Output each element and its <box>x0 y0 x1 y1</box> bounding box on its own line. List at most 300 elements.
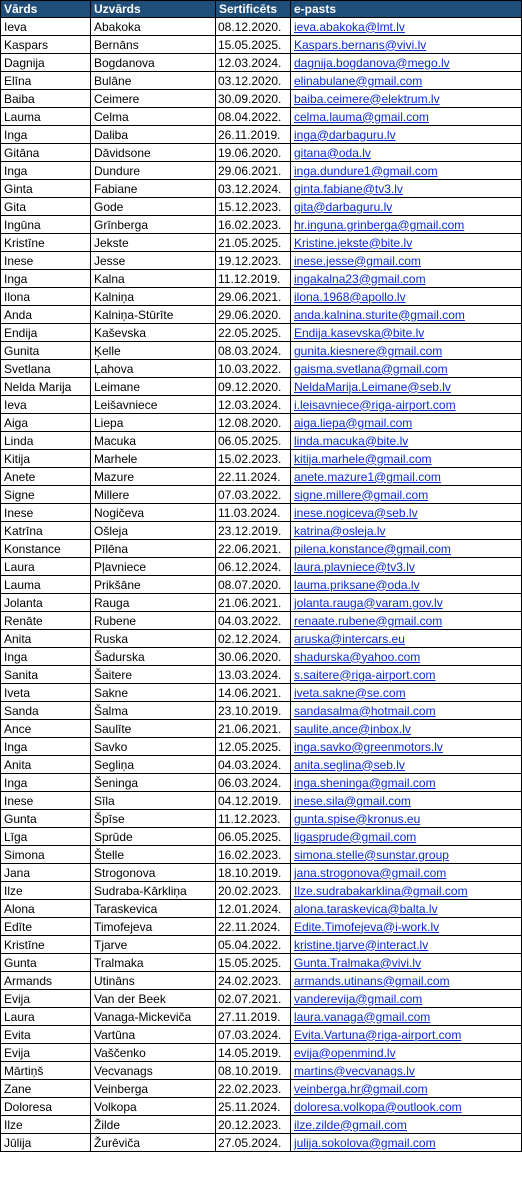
cell-certified-date: 15.05.2025. <box>216 36 291 54</box>
cell-surname: Vaščenko <box>91 1044 216 1062</box>
cell-first-name: Kaspars <box>1 36 91 54</box>
cell-surname: Rubene <box>91 612 216 630</box>
cell-surname: Veinberga <box>91 1080 216 1098</box>
cell-email <box>291 540 522 558</box>
cell-first-name: Sanda <box>1 702 91 720</box>
email-link[interactable]: Endija.kasevska@bite.lv <box>294 325 425 340</box>
email-link[interactable]: anita.seglina@seb.lv <box>294 757 405 772</box>
cell-email <box>291 990 522 1008</box>
cell-certified-date: 30.06.2020. <box>216 648 291 666</box>
table-row <box>1 810 522 828</box>
cell-certified-date: 11.03.2024. <box>216 504 291 522</box>
cell-email <box>291 414 522 432</box>
cell-first-name: Konstance <box>1 540 91 558</box>
cell-certified-date: 06.12.2024. <box>216 558 291 576</box>
cell-surname: Šaitere <box>91 666 216 684</box>
email-link[interactable]: Kaspars.bernans@vivi.lv <box>294 37 427 52</box>
cell-surname: Mazure <box>91 468 216 486</box>
cell-email <box>291 1116 522 1134</box>
cell-email <box>291 1008 522 1026</box>
email-link[interactable]: simona.stelle@sunstar.group <box>294 847 449 862</box>
email-link[interactable]: dagnija.bogdanova@mego.lv <box>294 55 450 70</box>
cell-surname: Dāvidsone <box>91 144 216 162</box>
cell-email <box>291 1062 522 1080</box>
email-link[interactable]: lauma.priksane@oda.lv <box>294 577 420 592</box>
cell-surname: Kalna <box>91 270 216 288</box>
cell-first-name: Doloresa <box>1 1098 91 1116</box>
header-certificate: Sertificēts <box>216 1 291 18</box>
email-link[interactable]: s.saitere@riga-airport.com <box>294 667 436 682</box>
cell-certified-date: 29.06.2021. <box>216 162 291 180</box>
table-row <box>1 18 522 36</box>
cell-certified-date: 12.03.2024. <box>216 396 291 414</box>
cell-first-name: Ingūna <box>1 216 91 234</box>
cell-email <box>291 108 522 126</box>
email-link[interactable]: Gunta.Tralmaka@vivi.lv <box>294 955 422 970</box>
cell-certified-date: 22.05.2025. <box>216 324 291 342</box>
email-link[interactable]: doloresa.volkopa@outlook.com <box>294 1099 462 1114</box>
cell-surname: Žurēviča <box>91 1134 216 1152</box>
cell-certified-date: 02.07.2021. <box>216 990 291 1008</box>
email-link[interactable]: inga.dundure1@gmail.com <box>294 163 438 178</box>
cell-certified-date: 16.02.2023. <box>216 846 291 864</box>
table-row <box>1 846 522 864</box>
cell-certified-date: 12.08.2020. <box>216 414 291 432</box>
cell-surname: Grīnberga <box>91 216 216 234</box>
cell-certified-date: 10.03.2022. <box>216 360 291 378</box>
cell-first-name: Signe <box>1 486 91 504</box>
cell-email <box>291 1044 522 1062</box>
table-row <box>1 378 522 396</box>
table-row <box>1 414 522 432</box>
table-row <box>1 126 522 144</box>
email-link[interactable]: inga@darbaguru.lv <box>294 127 396 142</box>
cell-certified-date: 20.02.2023. <box>216 882 291 900</box>
cell-surname: Sudraba-Kārkliņa <box>91 882 216 900</box>
cell-email <box>291 666 522 684</box>
table-row <box>1 1008 522 1026</box>
cell-surname: Ceimere <box>91 90 216 108</box>
cell-certified-date: 22.11.2024. <box>216 918 291 936</box>
email-link[interactable]: inese.nogiceva@seb.lv <box>294 505 418 520</box>
cell-email <box>291 144 522 162</box>
table-row <box>1 180 522 198</box>
cell-first-name: Anda <box>1 306 91 324</box>
table-row <box>1 522 522 540</box>
cell-email <box>291 864 522 882</box>
cell-email <box>291 234 522 252</box>
cell-certified-date: 18.10.2019. <box>216 864 291 882</box>
cell-first-name: Ilona <box>1 288 91 306</box>
table-row <box>1 540 522 558</box>
cell-first-name: Kitija <box>1 450 91 468</box>
email-link[interactable]: anda.kalnina.sturite@gmail.com <box>294 307 465 322</box>
cell-first-name: Laura <box>1 1008 91 1026</box>
table-row <box>1 270 522 288</box>
table-row <box>1 864 522 882</box>
email-link[interactable]: ilze.zilde@gmail.com <box>294 1117 407 1132</box>
cell-certified-date: 13.03.2024. <box>216 666 291 684</box>
cell-certified-date: 23.12.2019. <box>216 522 291 540</box>
cell-surname: Dundure <box>91 162 216 180</box>
cell-certified-date: 04.03.2022. <box>216 612 291 630</box>
cell-surname: Daliba <box>91 126 216 144</box>
table-row <box>1 504 522 522</box>
cell-email <box>291 594 522 612</box>
table-row <box>1 234 522 252</box>
cell-email <box>291 1134 522 1152</box>
cell-first-name: Jana <box>1 864 91 882</box>
table-row <box>1 666 522 684</box>
cell-surname: Segliņa <box>91 756 216 774</box>
table-row <box>1 972 522 990</box>
cell-email <box>291 684 522 702</box>
cell-certified-date: 08.03.2024. <box>216 342 291 360</box>
cell-first-name: Inga <box>1 738 91 756</box>
table-row <box>1 450 522 468</box>
cell-surname: Strogonova <box>91 864 216 882</box>
email-link[interactable]: i.leisavniece@riga-airport.com <box>294 397 456 412</box>
cell-surname: Vartūna <box>91 1026 216 1044</box>
email-link[interactable]: kitija.marhele@gmail.com <box>294 451 432 466</box>
cell-surname: Leišavniece <box>91 396 216 414</box>
cell-email <box>291 18 522 36</box>
cell-first-name: Gita <box>1 198 91 216</box>
email-link[interactable]: gitana@oda.lv <box>294 145 371 160</box>
email-link[interactable]: aiga.liepa@gmail.com <box>294 415 413 430</box>
cell-surname: Tjarve <box>91 936 216 954</box>
cell-surname: Ošleja <box>91 522 216 540</box>
cell-first-name: Ance <box>1 720 91 738</box>
cell-certified-date: 05.04.2022. <box>216 936 291 954</box>
cell-certified-date: 23.10.2019. <box>216 702 291 720</box>
cell-first-name: Endija <box>1 324 91 342</box>
cell-first-name: Nelda Marija <box>1 378 91 396</box>
cell-certified-date: 08.04.2022. <box>216 108 291 126</box>
table-row <box>1 1026 522 1044</box>
cell-first-name: Evija <box>1 990 91 1008</box>
table-row <box>1 90 522 108</box>
table-row <box>1 324 522 342</box>
email-link[interactable]: julija.sokolova@gmail.com <box>294 1135 436 1150</box>
cell-certified-date: 25.11.2024. <box>216 1098 291 1116</box>
cell-surname: Van der Beek <box>91 990 216 1008</box>
table-row <box>1 306 522 324</box>
cell-first-name: Katrīna <box>1 522 91 540</box>
email-link[interactable]: anete.mazure1@gmail.com <box>294 469 441 484</box>
cell-first-name: Anita <box>1 630 91 648</box>
email-link[interactable]: elinabulane@gmail.com <box>294 73 423 88</box>
cell-certified-date: 12.05.2025. <box>216 738 291 756</box>
cell-email <box>291 252 522 270</box>
header-surname: Uzvārds <box>91 1 216 18</box>
cell-email <box>291 558 522 576</box>
cell-certified-date: 15.02.2023. <box>216 450 291 468</box>
email-link[interactable]: ilona.1968@apollo.lv <box>294 289 406 304</box>
email-link[interactable]: katrina@osleja.lv <box>294 523 386 538</box>
email-link[interactable]: iveta.sakne@se.com <box>294 685 406 700</box>
cell-email <box>291 162 522 180</box>
cell-certified-date: 21.06.2021. <box>216 594 291 612</box>
cell-email <box>291 1026 522 1044</box>
cell-first-name: Inese <box>1 792 91 810</box>
cell-email <box>291 468 522 486</box>
cell-surname: Šeninga <box>91 774 216 792</box>
cell-surname: Tralmaka <box>91 954 216 972</box>
cell-surname: Liepa <box>91 414 216 432</box>
cell-email <box>291 504 522 522</box>
cell-certified-date: 06.03.2024. <box>216 774 291 792</box>
cell-email <box>291 378 522 396</box>
cell-certified-date: 06.05.2025. <box>216 432 291 450</box>
cell-email <box>291 756 522 774</box>
email-link[interactable]: Ilze.sudrabakarklina@gmail.com <box>294 883 468 898</box>
table-row <box>1 162 522 180</box>
table-row <box>1 684 522 702</box>
cell-email <box>291 918 522 936</box>
cell-certified-date: 11.12.2019. <box>216 270 291 288</box>
cell-certified-date: 20.12.2023. <box>216 1116 291 1134</box>
cell-email <box>291 288 522 306</box>
cell-email <box>291 432 522 450</box>
table-row <box>1 432 522 450</box>
table-row <box>1 612 522 630</box>
cell-first-name: Dagnija <box>1 54 91 72</box>
cell-certified-date: 03.12.2024. <box>216 180 291 198</box>
email-link[interactable]: renaate.rubene@gmail.com <box>294 613 443 628</box>
cell-email <box>291 612 522 630</box>
cell-email <box>291 630 522 648</box>
table-row <box>1 720 522 738</box>
cell-certified-date: 21.06.2021. <box>216 720 291 738</box>
email-link[interactable]: veinberga.hr@gmail.com <box>294 1081 428 1096</box>
cell-certified-date: 22.02.2023. <box>216 1080 291 1098</box>
cell-email <box>291 774 522 792</box>
table-row <box>1 252 522 270</box>
email-link[interactable]: gunita.kiesnere@gmail.com <box>294 343 443 358</box>
cell-first-name: Ginta <box>1 180 91 198</box>
cell-first-name: Kristīne <box>1 936 91 954</box>
cell-surname: Sakne <box>91 684 216 702</box>
email-link[interactable]: ieva.abakoka@lmt.lv <box>294 19 405 34</box>
table-row <box>1 1098 522 1116</box>
email-link[interactable]: gunta.spise@kronus.eu <box>294 811 421 826</box>
email-link[interactable]: sandasalma@hotmail.com <box>294 703 436 718</box>
email-link[interactable]: gita@darbaguru.lv <box>294 199 393 214</box>
email-link[interactable]: Kristine.jekste@bite.lv <box>294 235 413 250</box>
cell-certified-date: 22.06.2021. <box>216 540 291 558</box>
header-name: Vārds <box>1 1 91 18</box>
table-row <box>1 1062 522 1080</box>
cell-first-name: Laura <box>1 558 91 576</box>
email-link[interactable]: laura.plavniece@tv3.lv <box>294 559 415 574</box>
cell-first-name: Evija <box>1 1044 91 1062</box>
table-row <box>1 576 522 594</box>
cell-surname: Timofejeva <box>91 918 216 936</box>
cell-certified-date: 04.12.2019. <box>216 792 291 810</box>
cell-first-name: Alona <box>1 900 91 918</box>
table-row <box>1 216 522 234</box>
table-row <box>1 288 522 306</box>
cell-first-name: Linda <box>1 432 91 450</box>
cell-first-name: Anita <box>1 756 91 774</box>
table-row <box>1 396 522 414</box>
email-link[interactable]: Evita.Vartuna@riga-airport.com <box>294 1027 462 1042</box>
table-row <box>1 198 522 216</box>
cell-first-name: Anete <box>1 468 91 486</box>
cell-first-name: Sanita <box>1 666 91 684</box>
email-link[interactable]: armands.utinans@gmail.com <box>294 973 450 988</box>
cell-certified-date: 07.03.2024. <box>216 1026 291 1044</box>
cell-email <box>291 396 522 414</box>
header-row <box>1 1 522 18</box>
table-row <box>1 792 522 810</box>
cell-certified-date: 07.03.2022. <box>216 486 291 504</box>
email-link[interactable]: signe.millere@gmail.com <box>294 487 429 502</box>
cell-surname: Utināns <box>91 972 216 990</box>
email-link[interactable]: NeldaMarija.Leimane@seb.lv <box>294 379 451 394</box>
email-link[interactable]: inese.sila@gmail.com <box>294 793 411 808</box>
cell-surname: Sīla <box>91 792 216 810</box>
table-row <box>1 954 522 972</box>
email-link[interactable]: ingakalna23@gmail.com <box>294 271 426 286</box>
cell-certified-date: 14.06.2021. <box>216 684 291 702</box>
email-link[interactable]: inese.jesse@gmail.com <box>294 253 421 268</box>
cell-email <box>291 126 522 144</box>
email-link[interactable]: Edite.Timofejeva@i-work.lv <box>294 919 440 934</box>
cell-first-name: Armands <box>1 972 91 990</box>
email-link[interactable]: jana.strogonova@gmail.com <box>294 865 447 880</box>
cell-surname: Celma <box>91 108 216 126</box>
cell-surname: Jesse <box>91 252 216 270</box>
cell-first-name: Evita <box>1 1026 91 1044</box>
cell-first-name: Inga <box>1 126 91 144</box>
cell-certified-date: 11.12.2023. <box>216 810 291 828</box>
email-link[interactable]: ligasprude@gmail.com <box>294 829 417 844</box>
cell-surname: Bernāns <box>91 36 216 54</box>
email-link[interactable]: linda.macuka@bite.lv <box>294 433 409 448</box>
table-row <box>1 936 522 954</box>
table-row <box>1 108 522 126</box>
cell-email <box>291 36 522 54</box>
cell-surname: Saulīte <box>91 720 216 738</box>
table-row <box>1 342 522 360</box>
cell-surname: Sprūde <box>91 828 216 846</box>
table-row <box>1 1116 522 1134</box>
cell-email <box>291 702 522 720</box>
email-link[interactable]: inga.sheninga@gmail.com <box>294 775 436 790</box>
table-row <box>1 900 522 918</box>
email-link[interactable]: inga.savko@greenmotors.lv <box>294 739 443 754</box>
cell-first-name: Ilze <box>1 1116 91 1134</box>
cell-first-name: Baiba <box>1 90 91 108</box>
table-row <box>1 144 522 162</box>
cell-surname: Špīse <box>91 810 216 828</box>
cell-email <box>291 936 522 954</box>
cell-email <box>291 720 522 738</box>
cell-email <box>291 846 522 864</box>
cell-email <box>291 72 522 90</box>
cell-certified-date: 12.03.2024. <box>216 54 291 72</box>
cell-surname: Bogdanova <box>91 54 216 72</box>
cell-certified-date: 06.05.2025. <box>216 828 291 846</box>
cell-surname: Kaševska <box>91 324 216 342</box>
cell-certified-date: 08.10.2019. <box>216 1062 291 1080</box>
cell-surname: Taraskevica <box>91 900 216 918</box>
cell-first-name: Elīna <box>1 72 91 90</box>
cell-surname: Marhele <box>91 450 216 468</box>
cell-certified-date: 21.05.2025. <box>216 234 291 252</box>
cell-email <box>291 954 522 972</box>
cell-email <box>291 738 522 756</box>
cell-email <box>291 360 522 378</box>
cell-certified-date: 15.12.2023. <box>216 198 291 216</box>
table-row <box>1 72 522 90</box>
cell-first-name: Gunita <box>1 342 91 360</box>
email-link[interactable]: kristine.tjarve@interact.lv <box>294 937 429 952</box>
cell-email <box>291 306 522 324</box>
email-link[interactable]: ginta.fabiane@tv3.lv <box>294 181 403 196</box>
cell-first-name: Ilze <box>1 882 91 900</box>
email-link[interactable]: laura.vanaga@gmail.com <box>294 1009 431 1024</box>
cell-first-name: Lauma <box>1 108 91 126</box>
email-link[interactable]: baiba.ceimere@elektrum.lv <box>294 91 440 106</box>
cell-surname: Ruska <box>91 630 216 648</box>
email-link[interactable]: aruska@intercars.eu <box>294 631 405 646</box>
cell-email <box>291 828 522 846</box>
cell-surname: Ķelle <box>91 342 216 360</box>
email-link[interactable]: vanderevija@gmail.com <box>294 991 423 1006</box>
email-link[interactable]: gaisma.svetlana@gmail.com <box>294 361 448 376</box>
cell-surname: Štelle <box>91 846 216 864</box>
cell-surname: Abakoka <box>91 18 216 36</box>
table-row <box>1 1134 522 1152</box>
cell-first-name: Mārtiņš <box>1 1062 91 1080</box>
table-row <box>1 702 522 720</box>
email-link[interactable]: jolanta.rauga@varam.gov.lv <box>294 595 443 610</box>
email-link[interactable]: pilena.konstance@gmail.com <box>294 541 451 556</box>
cell-certified-date: 12.01.2024. <box>216 900 291 918</box>
table-row <box>1 594 522 612</box>
cell-surname: Macuka <box>91 432 216 450</box>
cell-surname: Vanaga-Mickeviča <box>91 1008 216 1026</box>
cell-certified-date: 27.05.2024. <box>216 1134 291 1152</box>
email-link[interactable]: celma.lauma@gmail.com <box>294 109 429 124</box>
header-email: e-pasts <box>291 1 522 18</box>
cell-certified-date: 03.12.2020. <box>216 72 291 90</box>
cell-email <box>291 180 522 198</box>
email-link[interactable]: shadurska@yahoo.com <box>294 649 421 664</box>
cell-email <box>291 900 522 918</box>
cell-surname: Šalma <box>91 702 216 720</box>
cell-certified-date: 29.06.2021. <box>216 288 291 306</box>
email-link[interactable]: hr.inguna.grinberga@gmail.com <box>294 217 465 232</box>
email-link[interactable]: evija@openmind.lv <box>294 1045 396 1060</box>
cell-first-name: Gunta <box>1 810 91 828</box>
email-link[interactable]: alona.taraskevica@balta.lv <box>294 901 438 916</box>
cell-surname: Nogičeva <box>91 504 216 522</box>
email-link[interactable]: saulite.ance@inbox.lv <box>294 721 411 736</box>
cell-surname: Žilde <box>91 1116 216 1134</box>
cell-certified-date: 19.12.2023. <box>216 252 291 270</box>
email-link[interactable]: martins@vecvanags.lv <box>294 1063 415 1078</box>
cell-surname: Bulāne <box>91 72 216 90</box>
cell-first-name: Lauma <box>1 576 91 594</box>
cell-surname: Leimane <box>91 378 216 396</box>
table-row <box>1 648 522 666</box>
cell-certified-date: 22.11.2024. <box>216 468 291 486</box>
cell-surname: Jekste <box>91 234 216 252</box>
